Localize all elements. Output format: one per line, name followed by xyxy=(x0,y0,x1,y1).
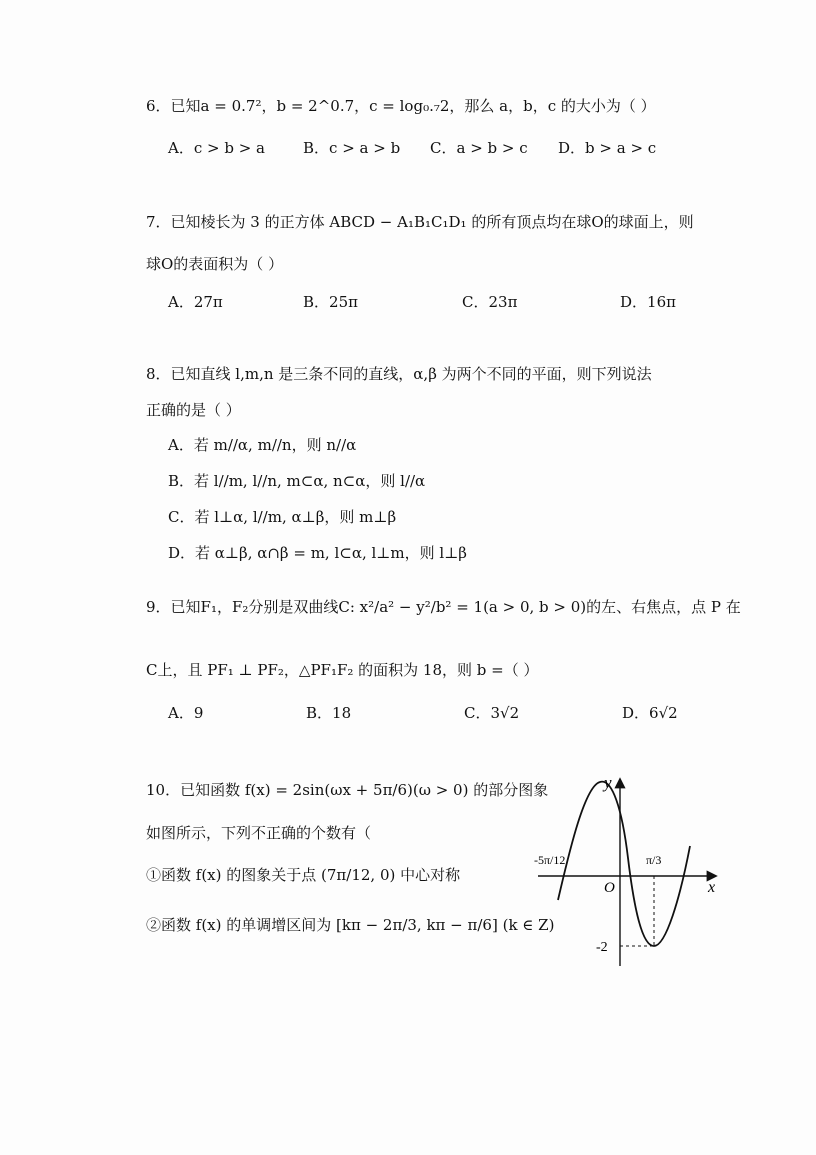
q8-stem-line1: 8．已知直线 l,m,n 是三条不同的直线，α,β 为两个不同的平面，则下列说法 xyxy=(146,365,652,383)
q10-statement-1: ①函数 f(x) 的图象关于点 (7π/12, 0) 中心对称 xyxy=(146,866,461,884)
y-axis-label: y xyxy=(604,773,612,792)
function-graph xyxy=(530,768,730,968)
q7-option-c: C．23π xyxy=(462,293,518,311)
min-value-label: -2 xyxy=(596,940,608,955)
q9-stem-line1: 9．已知F₁，F₂分别是双曲线C: x²/a² − y²/b² = 1(a > 0, b > 0)的左、右焦点，点 P 在 xyxy=(146,598,741,616)
q10-stem-line1: 10．已知函数 f(x) = 2sin(ωx + 5π/6)(ω > 0) 的部分图象 xyxy=(146,781,549,799)
q8-option-a: A．若 m//α, m//n，则 n//α xyxy=(168,436,357,454)
q7-option-b: B．25π xyxy=(303,293,358,311)
q6-option-a: A．c > b > a xyxy=(168,139,265,157)
q6-option-b: B．c > a > b xyxy=(303,139,401,157)
tick-right-label: π/3 xyxy=(646,853,662,867)
q8-stem-line2: 正确的是（ ） xyxy=(146,401,241,419)
origin-label: O xyxy=(604,880,615,896)
x-axis-label: x xyxy=(708,879,716,896)
q8-option-c: C．若 l⊥α, l//m, α⊥β，则 m⊥β xyxy=(168,508,397,526)
sine-curve xyxy=(558,782,690,946)
q8-option-d: D．若 α⊥β, α∩β = m, l⊂α, l⊥m，则 l⊥β xyxy=(168,544,467,562)
q6-option-d: D．b > a > c xyxy=(558,139,657,157)
q7-option-a: A．27π xyxy=(168,293,223,311)
q10-statement-2: ②函数 f(x) 的单调增区间为 [kπ − 2π/3, kπ − π/6] (k ∈ Z) xyxy=(146,916,555,934)
q10-stem-line2: 如图所示，下列不正确的个数有（ xyxy=(146,824,372,842)
q7-stem-line1: 7．已知棱长为 3 的正方体 ABCD − A₁B₁C₁D₁ 的所有顶点均在球O的球面上，则 xyxy=(146,213,694,231)
q8-option-b: B．若 l//m, l//n, m⊂α, n⊂α，则 l//α xyxy=(168,472,426,490)
q9-option-b: B．18 xyxy=(306,704,352,722)
q7-option-d: D．16π xyxy=(620,293,676,311)
q9-option-a: A．9 xyxy=(168,704,204,722)
q9-option-c: C．3√2 xyxy=(464,704,520,722)
q6-stem: 6．已知a = 0.7²，b = 2^0.7，c = log₀.₇2，那么 a，b，c 的大小为（ ） xyxy=(146,97,656,115)
q6-option-c: C．a > b > c xyxy=(430,139,528,157)
q9-stem-line2: C上，且 PF₁ ⊥ PF₂，△PF₁F₂ 的面积为 18，则 b =（ ） xyxy=(146,661,539,679)
q7-stem-line2: 球O的表面积为（ ） xyxy=(146,255,284,273)
q9-option-d: D．6√2 xyxy=(622,704,678,722)
tick-left-label: -5π/12 xyxy=(534,853,566,867)
